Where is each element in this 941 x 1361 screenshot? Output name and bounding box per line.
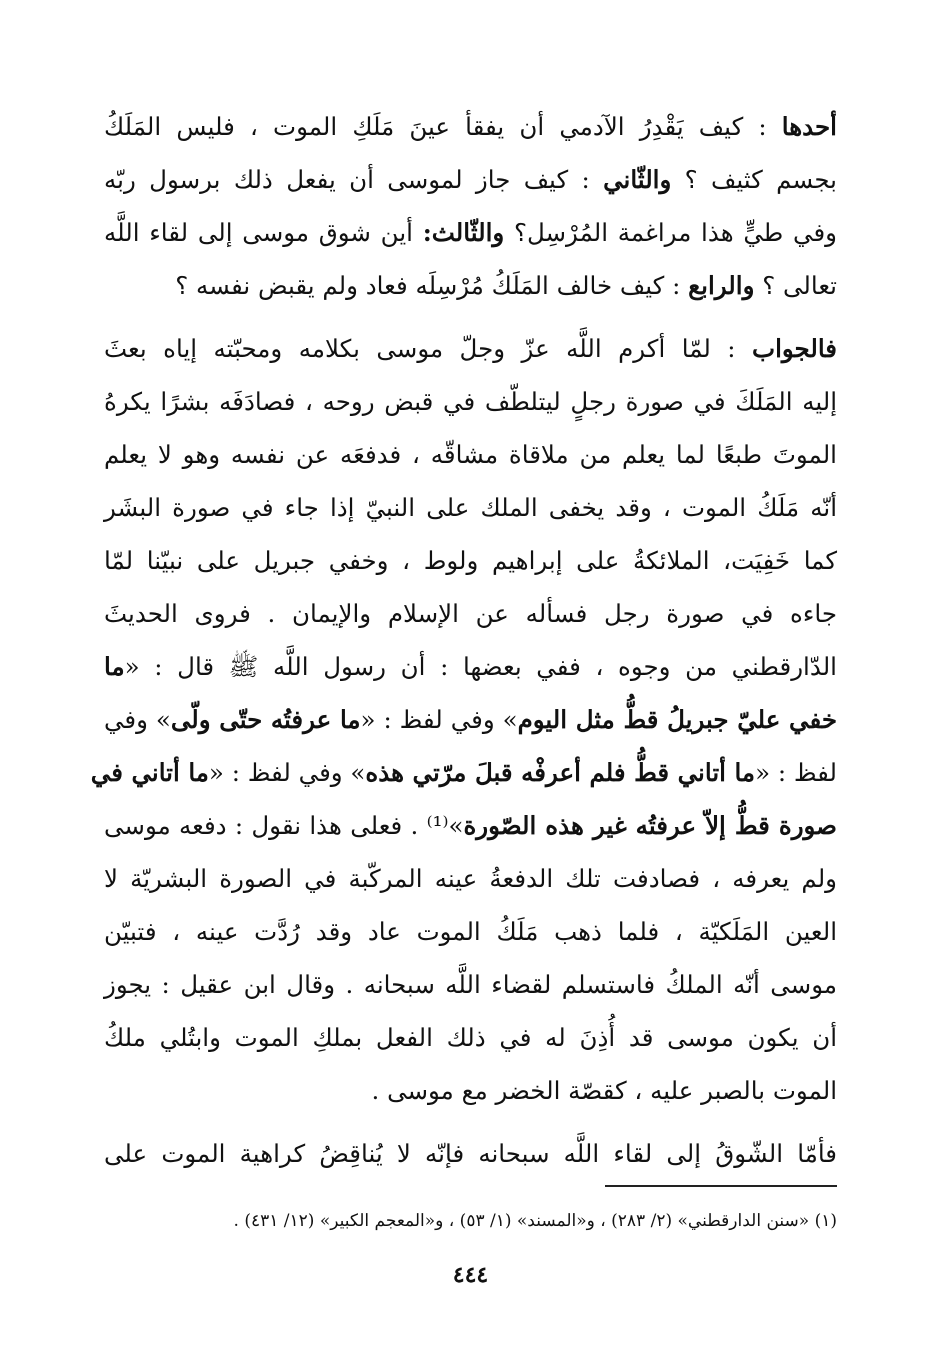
text-line <box>104 640 837 693</box>
bold-segment: خفي عليّ جبريلُ قطُّ مثل اليوم <box>517 705 837 734</box>
footnote: (١) «سنن الدارقطني» (٢/ ٢٨٣) ، و«المسند» (١/ ٥٣) ، و«المعجم الكبير» (١٢/ ٤٣١) . <box>233 1211 837 1231</box>
text-line <box>104 1064 837 1117</box>
bold-segment: والثّاني <box>603 165 672 194</box>
text-segment: الموت بالصبر عليه ، كقصّة الخضر مع موسى . <box>371 1076 837 1105</box>
text-segment: إليه المَلَكَ في صورة رجلٍ ليتلطّف في قبض روحه ، فصادَفَه بشرًا يكرهُ <box>104 387 837 416</box>
text-line <box>104 375 837 428</box>
text-segment: بجسم كثيف ؟ <box>671 165 837 194</box>
text-line <box>104 693 837 746</box>
text-segment: » وفي لفظ : « <box>360 705 518 734</box>
text-segment: موسى أنّه الملكُ فاستسلم لقضاء اللَّه سبحانه . وقال ابن عقيل : يجوز <box>104 970 837 999</box>
text-segment: لفظ : « <box>755 758 837 787</box>
text-line <box>104 481 837 534</box>
text-line <box>104 153 837 206</box>
text-segment: العين المَلَكيّة ، فلما ذهب مَلَكُ الموت عاد وقد رُدَّت عينه ، فتبيّن <box>104 917 837 946</box>
text-segment: : كيف جاز لموسى أن يفعل ذلك برسول ربّه <box>104 165 604 194</box>
paragraph-answer <box>90 322 837 1117</box>
text-line <box>104 428 837 481</box>
text-line <box>104 905 837 958</box>
text-segment: وفي طيٍّ هذا مراغمة المُرْسِل؟ <box>504 218 838 247</box>
text-segment: أن يكون موسى قد أُذِنَ له في ذلك الفعل بملكِ الموت وابتُلي ملكُ <box>104 1023 837 1052</box>
text-segment: الدّارقطني من وجوه ، ففي بعضها : أن رسول اللَّه ﷺ قال : « <box>124 652 837 681</box>
text-line <box>104 206 837 259</box>
text-line <box>104 587 837 640</box>
paragraph-questions <box>104 100 837 312</box>
text-line <box>104 852 837 905</box>
bold-segment: ما أتاني في <box>90 758 209 787</box>
bold-segment: والرابع <box>688 271 755 300</box>
bold-segment: ما عرفتُه حتّى ولّى <box>170 705 361 734</box>
text-segment: : كيف خالف المَلَكُ مُرْسِلَه فعاد ولم يقبض نفسه ؟ <box>175 271 689 300</box>
text-line <box>90 746 837 799</box>
text-segment: أنّه مَلَكُ الموت ، وقد يخفى الملك على النبيّ إذا جاء في صورة البشَر <box>104 493 837 522</box>
text-line <box>104 259 837 312</box>
paragraph-longing <box>104 1127 837 1180</box>
text-line <box>104 1127 837 1180</box>
bold-segment: فالجواب <box>752 334 837 363</box>
text-segment: » وفي <box>104 705 171 734</box>
text-segment: » وفي لفظ : « <box>208 758 366 787</box>
text-line <box>104 534 837 587</box>
text-line <box>104 799 837 852</box>
main-text <box>90 100 838 1180</box>
bold-segment: أحدها <box>781 112 837 141</box>
bold-segment: والثّالث: <box>422 218 505 247</box>
text-segment: الموتَ طبعًا لما يعلم من ملاقاة مشاقّه ، فدفعَه عن نفسه وهو لا يعلم <box>104 440 837 469</box>
text-segment: ولم يعرفه ، فصادفت تلك الدفعةُ عينه المركّبة في الصورة البشريّة لا <box>104 864 837 893</box>
text-segment: تعالى ؟ <box>754 271 837 300</box>
text-segment: : لمّا أكرم اللَّه عزّ وجلّ موسى بكلامه ومحبّته إياه بعثَ <box>104 334 753 363</box>
bold-segment: ما أتاني قطُّ فلم أعرفْه قبلَ مرّتي هذه <box>365 758 756 787</box>
bold-segment: ما <box>104 652 125 681</box>
text-segment: جاءه في صورة رجل فسأله عن الإسلام والإيمان . فروى الحديثَ <box>104 599 837 628</box>
paragraph-gap <box>104 312 837 322</box>
text-segment: : كيف يَقْدِرُ الآدمي أن يفقأ عينَ مَلَكِ الموت ، فليس المَلَكُ <box>104 112 782 141</box>
text-segment: أين شوق موسى إلى لقاء اللَّه <box>104 218 423 247</box>
footnote-separator <box>605 1185 837 1187</box>
text-line <box>104 1011 837 1064</box>
bold-segment: صورة قطُّ إلاّ عرفتُه غير هذه الصّورة <box>463 811 837 840</box>
text-segment: »⁽¹⁾ . فعلى هذا نقول : دفعه موسى <box>104 811 464 840</box>
text-segment: كما خَفِيَت، الملائكةُ على إبراهيم ولوط ، وخفي جبريل على نبيّنا لمّا <box>104 546 837 575</box>
paragraph-gap <box>104 1117 837 1127</box>
text-line <box>104 322 837 375</box>
page-number: ٤٤٤ <box>452 1262 489 1288</box>
text-line <box>104 100 837 153</box>
text-line <box>104 958 837 1011</box>
text-segment: فأمّا الشّوقُ إلى لقاء اللَّه سبحانه فإنّه لا يُناقِضُ كراهية الموت على <box>104 1139 837 1168</box>
